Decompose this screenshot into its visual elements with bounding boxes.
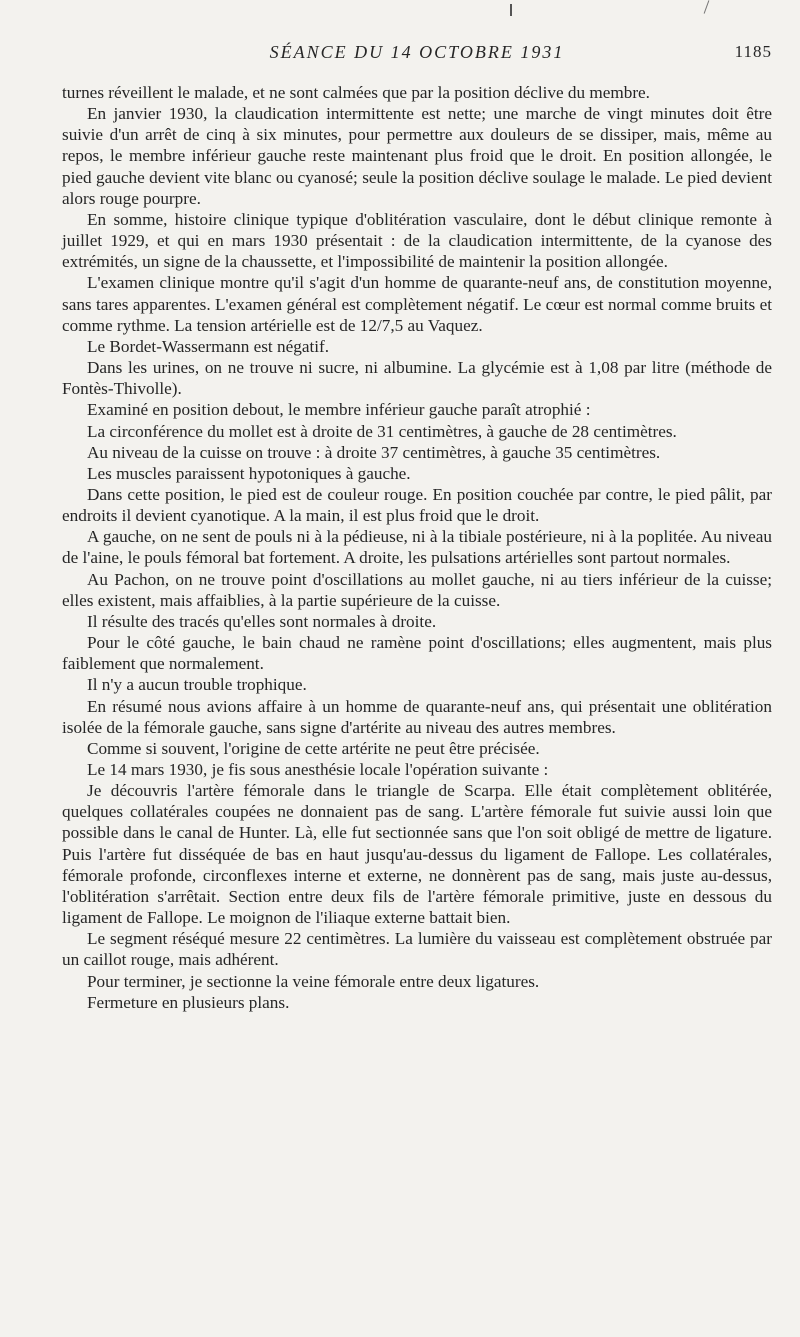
paragraph: La circonférence du mollet est à droite de 31 centimètres, à gauche de 28 centimètres. [87, 421, 677, 441]
paragraph: Pour le côté gauche, le bain chaud ne ramène point d'oscillations; elles augmentent, mais plus faiblement que normalement. [62, 633, 772, 674]
paragraph: A gauche, on ne sent de pouls ni à la pédieuse, ni à la tibiale postérieure, ni à la poplitée. Au niveau de l'aine, le pouls fémoral bat fortement. A droite, les pulsations artérielles sont partout normales. [62, 527, 772, 568]
paragraph: Au Pachon, on ne trouve point d'oscillations au mollet gauche, ni au tiers inférieur de la cuisse; elles existent, mais affaiblies, à la partie supérieure de la cuisse. [62, 569, 772, 610]
paragraph: En somme, histoire clinique typique d'oblitération vasculaire, dont le début clinique remonte à juillet 1929, et qui en mars 1930 présentait : de la claudication intermittente, de la cyanose des extrémités, un signe de la chaussette, et l'impossibilité de maintenir la position allongée. [62, 209, 772, 272]
scan-mark [704, 0, 710, 13]
running-title: SÉANCE DU 14 OCTOBRE 1931 [269, 42, 565, 62]
paragraph: Le Bordet-Wassermann est négatif. [87, 336, 330, 356]
paragraph: Le segment réséqué mesure 22 centimètres. La lumière du vaisseau est complètement obstruée par un caillot rouge, mais adhérent. [62, 929, 772, 970]
paragraph: En résumé nous avions affaire à un homme de quarante-neuf ans, qui présentait une oblitération isolée de la fémorale gauche, sans signe d'artérite au niveau des autres membres. [62, 696, 772, 737]
paragraph: Les muscles paraissent hypotoniques à gauche. [87, 463, 411, 483]
paragraph: Dans les urines, on ne trouve ni sucre, ni albumine. La glycémie est à 1,08 par litre (méthode de Fontès-Thivolle). [62, 358, 772, 399]
paragraph: Comme si souvent, l'origine de cette artérite ne peut être précisée. [87, 738, 540, 758]
paragraph: Dans cette position, le pied est de couleur rouge. En position couchée par contre, le pied pâlit, par endroits il devient cyanotique. A la main, il est plus froid que le droit. [62, 484, 772, 526]
paragraph: L'examen clinique montre qu'il s'agit d'un homme de quarante-neuf ans, de constitution moyenne, sans tares apparentes. L'examen général est complètement négatif. Le cœur est normal comme bruits et comme rythme. La tension artérielle est de 12/7,5 au Vaquez. [62, 273, 772, 335]
paragraph: Au niveau de la cuisse on trouve : à droite 37 centimètres, à gauche 35 centimètres. [87, 442, 661, 462]
paragraph: Le 14 mars 1930, je fis sous anesthésie locale l'opération suivante : [87, 760, 549, 779]
paragraph: Il résulte des tracés qu'elles sont normales à droite. [87, 611, 437, 631]
body-text [62, 82, 772, 1013]
running-head [62, 40, 772, 66]
paragraph: En janvier 1930, la claudication intermittente est nette; une marche de vingt minutes doit être suivie d'un arrêt de cinq à six minutes, pour permettre aux douleurs de se dissiper, mais, même au repos, le membre inférieur gauche reste maintenant plus froid que le droit. En position allongée, le pied gauche devient vite blanc ou cyanosé; seule la position déclive soulage le malade. Le pied devient alors rouge pourpre. [62, 104, 772, 208]
paragraph: Examiné en position debout, le membre inférieur gauche paraît atrophié : [87, 400, 591, 420]
paragraph: turnes réveillent le malade, et ne sont calmées que par la position déclive du membre. [62, 83, 650, 102]
paragraph: Fermeture en plusieurs plans. [87, 992, 290, 1012]
paragraph: Pour terminer, je sectionne la veine fémorale entre deux ligatures. [87, 971, 540, 991]
scan-mark [510, 4, 512, 16]
page-number: 1185 [734, 42, 772, 61]
paragraph: Il n'y a aucun trouble trophique. [87, 675, 307, 695]
paragraph: Je découvris l'artère fémorale dans le triangle de Scarpa. Elle était complètement oblitérée, quelques collatérales coupées ne donnaient pas de sang. L'artère fémorale fut suivie aussi loin que possible dans le canal de Hunter. Là, elle fut sectionnée sans que l'on soit obligé de mettre de ligature. Puis l'artère fut disséquée de bas en haut jusqu'au-dessus du ligament de Fallope. Les collatérales, fémorale profonde, circonflexes interne et externe, ne donnèrent pas de sang, mais juste au-dessus, l'oblitération s'arrêtait. Section entre deux fils de l'artère fémorale primitive, juste en dessous du ligament de Fallope. Le moignon de l'iliaque externe battait bien. [62, 781, 772, 928]
